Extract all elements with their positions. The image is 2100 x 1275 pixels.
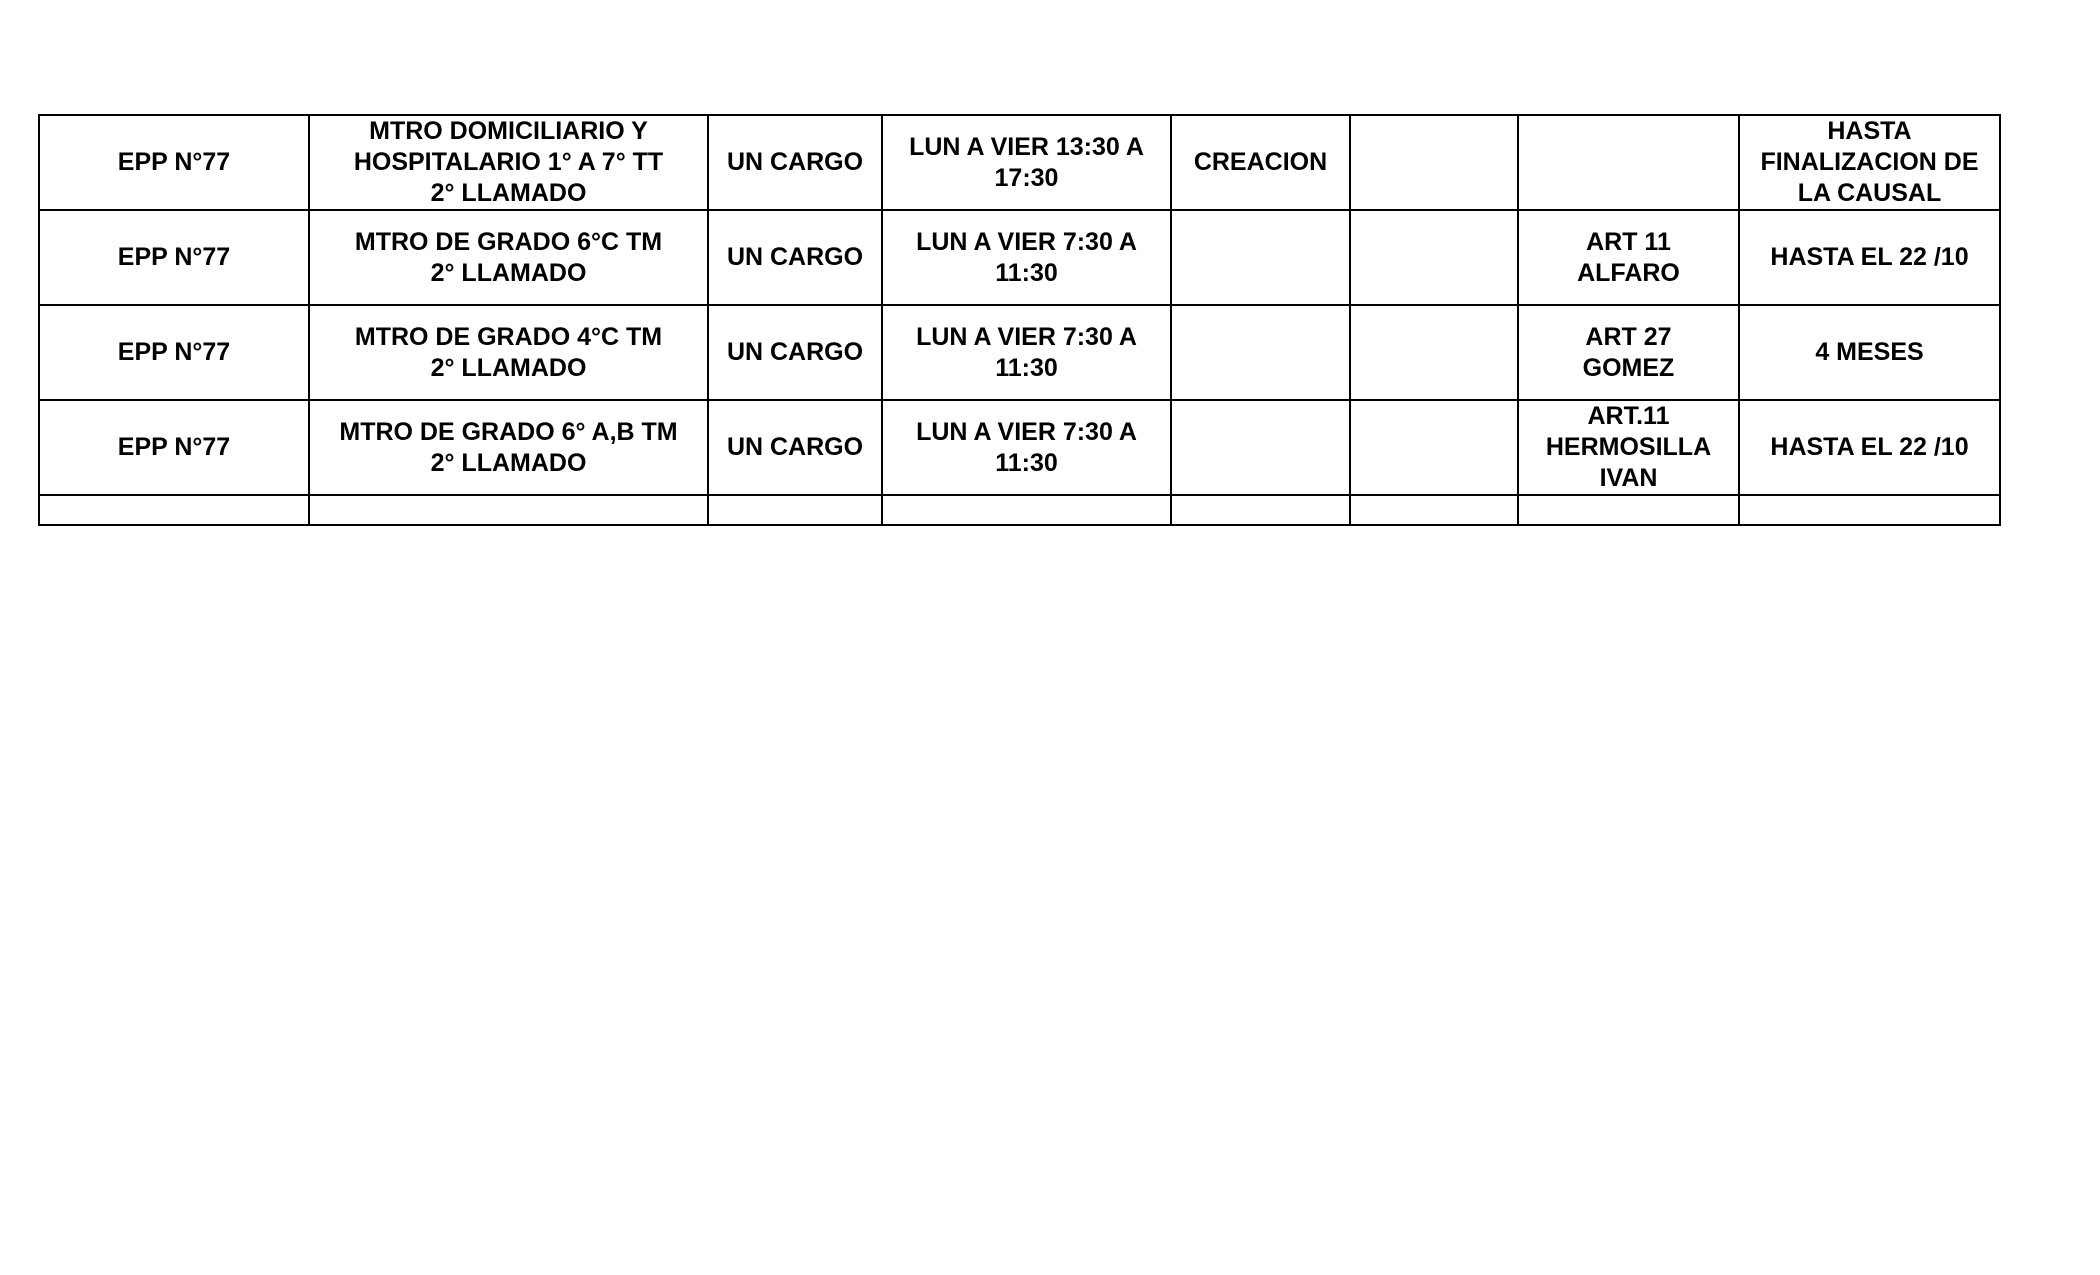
schedule-cell: LUN A VIER 7:30 A 11:30 [882, 400, 1171, 495]
vacancies-table [38, 114, 2001, 526]
school-cell: EPP N°77 [39, 400, 309, 495]
quantity-cell: UN CARGO [708, 115, 882, 210]
extra-cell [1350, 495, 1518, 525]
duration-cell: 4 MESES [1739, 305, 2000, 400]
school-cell [39, 495, 309, 525]
extra-cell [1350, 115, 1518, 210]
position-cell: MTRO DE GRADO 6°C TM 2° LLAMADO [309, 210, 708, 305]
schedule-cell: LUN A VIER 13:30 A 17:30 [882, 115, 1171, 210]
table-row [39, 305, 2000, 400]
position-cell: MTRO DOMICILIARIO Y HOSPITALARIO 1° A 7° TT 2° LLAMADO [309, 115, 708, 210]
position-cell: MTRO DE GRADO 6° A,B TM 2° LLAMADO [309, 400, 708, 495]
reason-cell [1171, 400, 1350, 495]
position-cell: MTRO DE GRADO 4°C TM 2° LLAMADO [309, 305, 708, 400]
quantity-cell [708, 495, 882, 525]
schedule-cell: LUN A VIER 7:30 A 11:30 [882, 210, 1171, 305]
extra-cell [1350, 305, 1518, 400]
schedule-cell: LUN A VIER 7:30 A 11:30 [882, 305, 1171, 400]
table-row-empty [39, 495, 2000, 525]
article-cell: ART 11 ALFARO [1518, 210, 1739, 305]
article-cell: ART.11 HERMOSILLA IVAN [1518, 400, 1739, 495]
table-row [39, 400, 2000, 495]
quantity-cell: UN CARGO [708, 305, 882, 400]
article-cell: ART 27 GOMEZ [1518, 305, 1739, 400]
duration-cell: HASTA EL 22 /10 [1739, 400, 2000, 495]
table-row [39, 210, 2000, 305]
table-row [39, 115, 2000, 210]
schedule-cell [882, 495, 1171, 525]
duration-cell: HASTA EL 22 /10 [1739, 210, 2000, 305]
reason-cell [1171, 495, 1350, 525]
school-cell: EPP N°77 [39, 210, 309, 305]
reason-cell: CREACION [1171, 115, 1350, 210]
quantity-cell: UN CARGO [708, 400, 882, 495]
quantity-cell: UN CARGO [708, 210, 882, 305]
position-cell [309, 495, 708, 525]
extra-cell [1350, 210, 1518, 305]
reason-cell [1171, 210, 1350, 305]
duration-cell [1739, 495, 2000, 525]
article-cell [1518, 495, 1739, 525]
article-cell [1518, 115, 1739, 210]
duration-cell: HASTA FINALIZACION DE LA CAUSAL [1739, 115, 2000, 210]
extra-cell [1350, 400, 1518, 495]
school-cell: EPP N°77 [39, 115, 309, 210]
reason-cell [1171, 305, 1350, 400]
school-cell: EPP N°77 [39, 305, 309, 400]
